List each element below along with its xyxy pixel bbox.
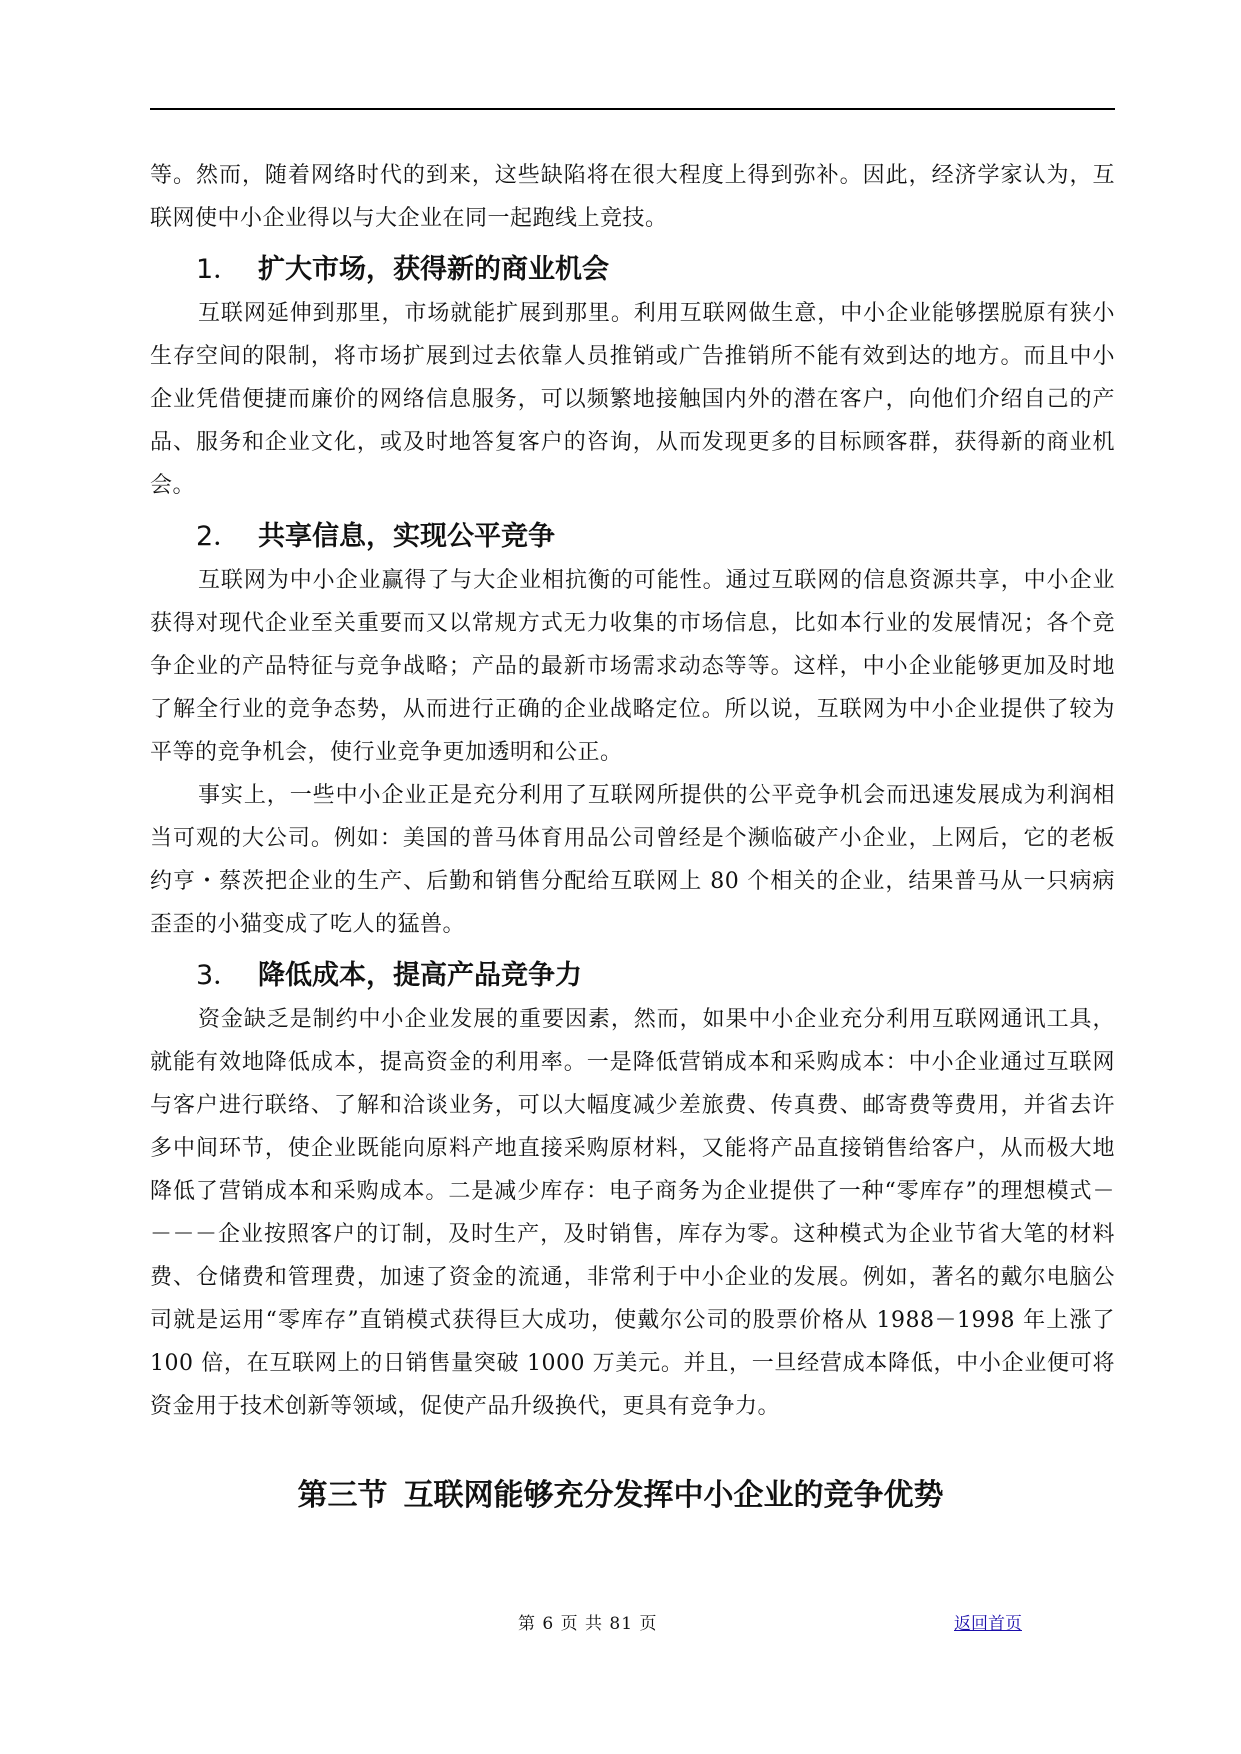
section-label: 第三节: [297, 1478, 388, 1513]
home-link[interactable]: 返回首页: [954, 1614, 1022, 1634]
heading-share-information: [150, 514, 1115, 559]
heading-text: 共享信息，实现公平竞争: [258, 521, 555, 552]
paragraph-reduce-cost: 资金缺乏是制约中小企业发展的重要因素，然而，如果中小企业充分利用互联网通讯工具，就能有效地降低成本，提高资金的利用率。一是降低营销成本和采购成本：中小企业通过互联网与客户进行联络、了解和洽谈业务，可以大幅度减少差旅费、传真费、邮寄费等费用，并省去许多中间环节，使企业既能向原料产地直接采购原材料，又能将产品直接销售给客户，从而极大地降低了营销成本和采购成本。二是减少库存：电子商务为企业提供了一种“零库存”的理想模式－－－－企业按照客户的订制，及时生产，及时销售，库存为零。这种模式为企业节省大笔的材料费、仓储费和管理费，加速了资金的流通，非常利于中小企业的发展。例如，著名的戴尔电脑公司就是运用“零库存”直销模式获得巨大成功，使戴尔公司的股票价格从 1988－1998 年上涨了 100 倍，在互联网上的日销售量突破 1000 万美元。并且，一旦经营成本降低，中小企业便可将资金用于技术创新等领域，促使产品升级换代，更具有竞争力。: [150, 1007, 1115, 1419]
heading-text: 降低成本，提高产品竞争力: [258, 960, 582, 991]
intro-paragraph: 等。然而，随着网络时代的到来，这些缺陷将在很大程度上得到弥补。因此，经济学家认为，互联网使中小企业得以与大企业在同一起跑线上竞技。: [150, 163, 1115, 231]
paragraph-expand-market: 互联网延伸到那里，市场就能扩展到那里。利用互联网做生意，中小企业能够摆脱原有狭小生存空间的限制，将市场扩展到过去依靠人员推销或广告推销所不能有效到达的地方。而且中小企业凭借便捷而廉价的网络信息服务，可以频繁地接触国内外的潜在客户，向他们介绍自己的产品、服务和企业文化，或及时地答复客户的咨询，从而发现更多的目标顾客群，获得新的商业机会。: [150, 301, 1115, 498]
heading-number: 2．: [196, 521, 241, 552]
section-title: [0, 1476, 1241, 1516]
paragraph-puma-example: 事实上，一些中小企业正是充分利用了互联网所提供的公平竞争机会而迅速发展成为利润相当可观的大公司。例如：美国的普马体育用品公司曾经是个濒临破产小企业，上网后，它的老板约亨・蔡茨把企业的生产、后勤和销售分配给互联网上 80 个相关的企业，结果普马从一只病病歪歪的小猫变成了吃人的猛兽。: [150, 783, 1115, 937]
section-heading: 互联网能够充分发挥中小企业的竞争优势: [403, 1478, 944, 1513]
paragraph-share-information: 互联网为中小企业赢得了与大企业相抗衡的可能性。通过互联网的信息资源共享，中小企业获得对现代企业至关重要而又以常规方式无力收集的市场信息，比如本行业的发展情况；各个竞争企业的产品特征与竞争战略；产品的最新市场需求动态等等。这样，中小企业能够更加及时地了解全行业的竞争态势，从而进行正确的企业战略定位。所以说，互联网为中小企业提供了较为平等的竞争机会，使行业竞争更加透明和公正。: [150, 568, 1115, 765]
heading-reduce-cost: [150, 953, 1115, 998]
heading-number: 3．: [196, 960, 241, 991]
header-rule: [150, 108, 1115, 110]
heading-number: 1．: [196, 254, 241, 285]
heading-text: 扩大市场，获得新的商业机会: [258, 254, 609, 285]
heading-expand-market: [150, 247, 1115, 292]
document-body: [150, 154, 1115, 1428]
page-number: 第 6 页 共 81 页: [518, 1614, 658, 1634]
